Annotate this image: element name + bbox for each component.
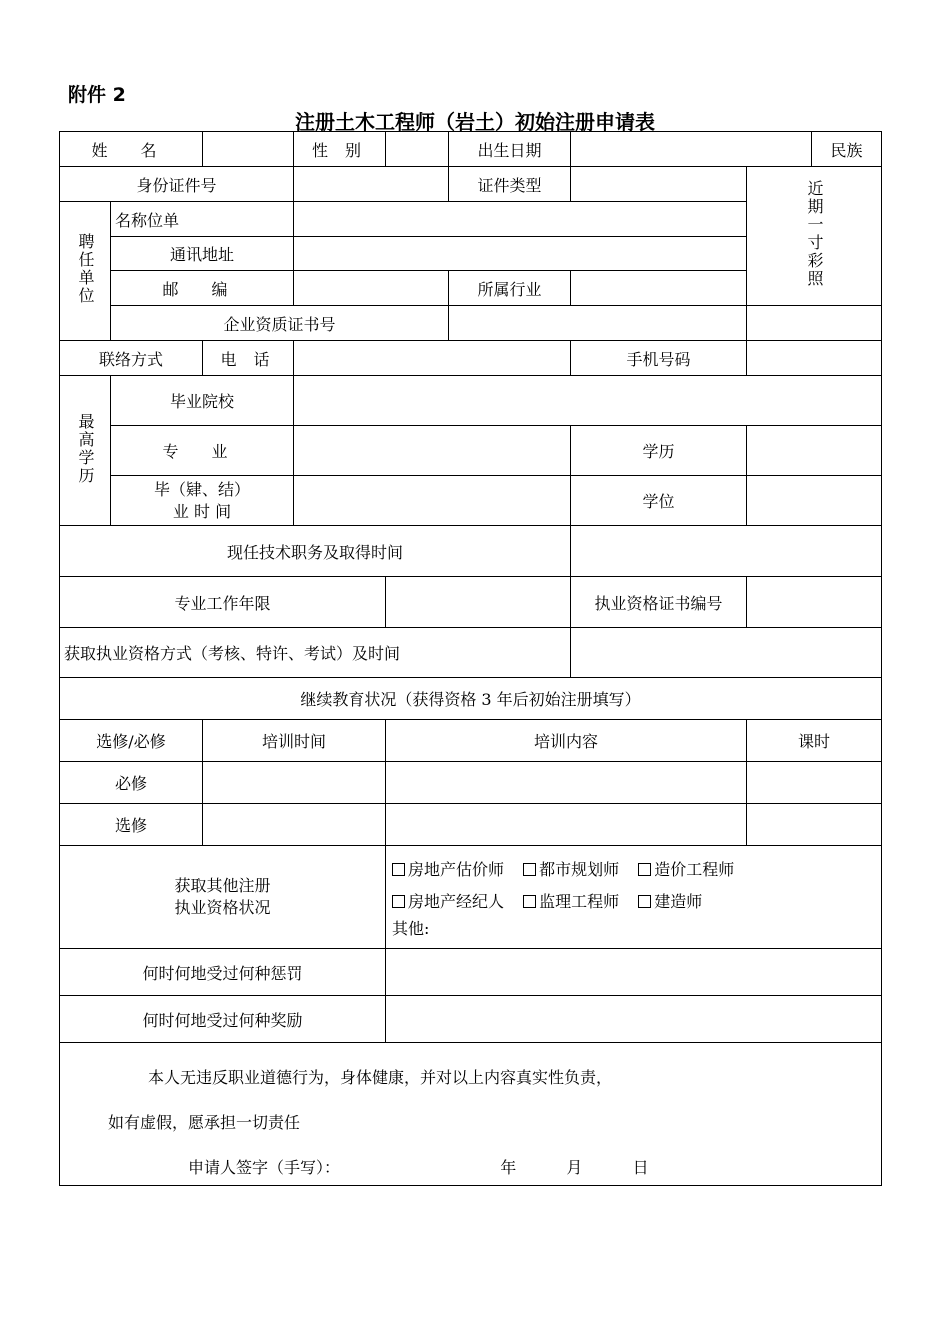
input-elective-time[interactable]: [203, 804, 386, 846]
label-elective: 选修: [60, 804, 203, 846]
checkbox-icon[interactable]: [638, 895, 651, 908]
label-name: 姓 名: [60, 132, 203, 167]
checkbox-icon[interactable]: [523, 863, 536, 876]
input-industry[interactable]: [571, 271, 747, 306]
label-award: 何时何地受过何种奖励: [60, 996, 386, 1043]
label-contact: 联络方式: [60, 341, 203, 376]
header-train-content: 培训内容: [386, 720, 747, 762]
label-postcode: 邮 编: [111, 271, 294, 306]
checkbox-icon[interactable]: [523, 895, 536, 908]
label-other: 其他:: [392, 919, 430, 938]
label-industry: 所属行业: [449, 271, 571, 306]
label-other-registration: 获取其他注册 执业资格状况: [60, 846, 386, 949]
input-employer-name[interactable]: [294, 202, 747, 237]
checkbox-icon[interactable]: [638, 863, 651, 876]
label-tech-title: 现任技术职务及取得时间: [60, 526, 571, 577]
header-course-type: 选修/必修: [60, 720, 203, 762]
option-supervision-engineer[interactable]: 监理工程师: [523, 886, 619, 918]
label-phone: 电 话: [203, 341, 294, 376]
input-required-time[interactable]: [203, 762, 386, 804]
label-gender: 性 别: [294, 132, 386, 167]
label-school: 毕业院校: [111, 376, 294, 426]
photo-label: 近期一寸彩照: [805, 180, 824, 288]
employer-group-label: 聘任单位: [60, 202, 111, 341]
input-mobile[interactable]: [747, 341, 882, 376]
input-birth-date[interactable]: [571, 132, 812, 167]
label-ethnicity: 民族: [812, 132, 882, 167]
input-id-number[interactable]: [294, 167, 449, 202]
input-required-content[interactable]: [386, 762, 747, 804]
input-tech-title[interactable]: [571, 526, 882, 577]
label-id-type: 证件类型: [449, 167, 571, 202]
input-gender[interactable]: [386, 132, 449, 167]
input-cert-number[interactable]: [747, 577, 882, 628]
declaration-line-2: 如有虚假，愿承担一切责任: [108, 1113, 301, 1132]
input-work-years[interactable]: [386, 577, 571, 628]
input-phone[interactable]: [294, 341, 571, 376]
input-grad-time[interactable]: [294, 476, 571, 526]
signature-label: 申请人签字（手写）：: [188, 1158, 341, 1177]
label-birth-date: 出生日期: [449, 132, 571, 167]
label-day: 日: [632, 1158, 649, 1177]
label-mailing-address: 通讯地址: [111, 237, 294, 271]
label-year: 年: [500, 1158, 517, 1177]
label-penalty: 何时何地受过何种惩罚: [60, 949, 386, 996]
input-degree[interactable]: [747, 476, 882, 526]
label-required: 必修: [60, 762, 203, 804]
label-degree-level: 学历: [571, 426, 747, 476]
input-penalty[interactable]: [386, 949, 882, 996]
option-real-estate-agent[interactable]: 房地产经纪人: [392, 886, 504, 918]
label-work-years: 专业工作年限: [60, 577, 386, 628]
label-month: 月: [566, 1158, 583, 1177]
input-degree-level[interactable]: [747, 426, 882, 476]
form-title: 注册土木工程师（岩土）初始注册申请表: [295, 110, 655, 134]
label-degree: 学位: [571, 476, 747, 526]
label-mobile: 手机号码: [571, 341, 747, 376]
signature-line: [188, 1155, 881, 1178]
photo-box-bottom: [747, 306, 882, 341]
declaration-line-1: 本人无违反职业道德行为，身体健康，并对以上内容真实性负责，: [148, 1068, 613, 1087]
label-cert-number: 执业资格证书编号: [571, 577, 747, 628]
input-acquire-method[interactable]: [571, 628, 882, 678]
option-urban-planner[interactable]: 都市规划师: [523, 854, 619, 886]
label-acquire-method: 获取执业资格方式（考核、特许、考试）及时间: [60, 628, 571, 678]
input-elective-content[interactable]: [386, 804, 747, 846]
input-postcode[interactable]: [294, 271, 449, 306]
label-qualification-cert: 企业资质证书号: [111, 306, 449, 341]
input-required-hours[interactable]: [747, 762, 882, 804]
education-group-label: 最高学历: [60, 376, 111, 526]
attachment-label: 附件 2: [68, 84, 126, 106]
header-hours: 课时: [747, 720, 882, 762]
option-constructor[interactable]: 建造师: [638, 886, 702, 918]
input-name[interactable]: [203, 132, 294, 167]
label-major: 专 业: [111, 426, 294, 476]
option-cost-engineer[interactable]: 造价工程师: [638, 854, 734, 886]
input-id-type[interactable]: [571, 167, 747, 202]
input-elective-hours[interactable]: [747, 804, 882, 846]
input-school[interactable]: [294, 376, 882, 426]
label-grad-time: 毕（肄、结） 业 时 间: [111, 476, 294, 526]
header-train-time: 培训时间: [203, 720, 386, 762]
label-employer-name: 名称位单: [111, 202, 294, 237]
label-continuing-education: 继续教育状况（获得资格 3 年后初始注册填写）: [60, 678, 882, 720]
declaration-block: [60, 1043, 882, 1186]
input-award[interactable]: [386, 996, 882, 1043]
application-form-table: [59, 131, 882, 1186]
checkbox-icon[interactable]: [392, 863, 405, 876]
checkbox-icon[interactable]: [392, 895, 405, 908]
input-mailing-address[interactable]: [294, 237, 747, 271]
label-id-number: 身份证件号: [60, 167, 294, 202]
other-registration-options: [386, 846, 882, 949]
input-major[interactable]: [294, 426, 571, 476]
photo-box: [747, 167, 882, 306]
input-qualification-cert[interactable]: [449, 306, 747, 341]
option-appraiser[interactable]: 房地产估价师: [392, 854, 504, 886]
